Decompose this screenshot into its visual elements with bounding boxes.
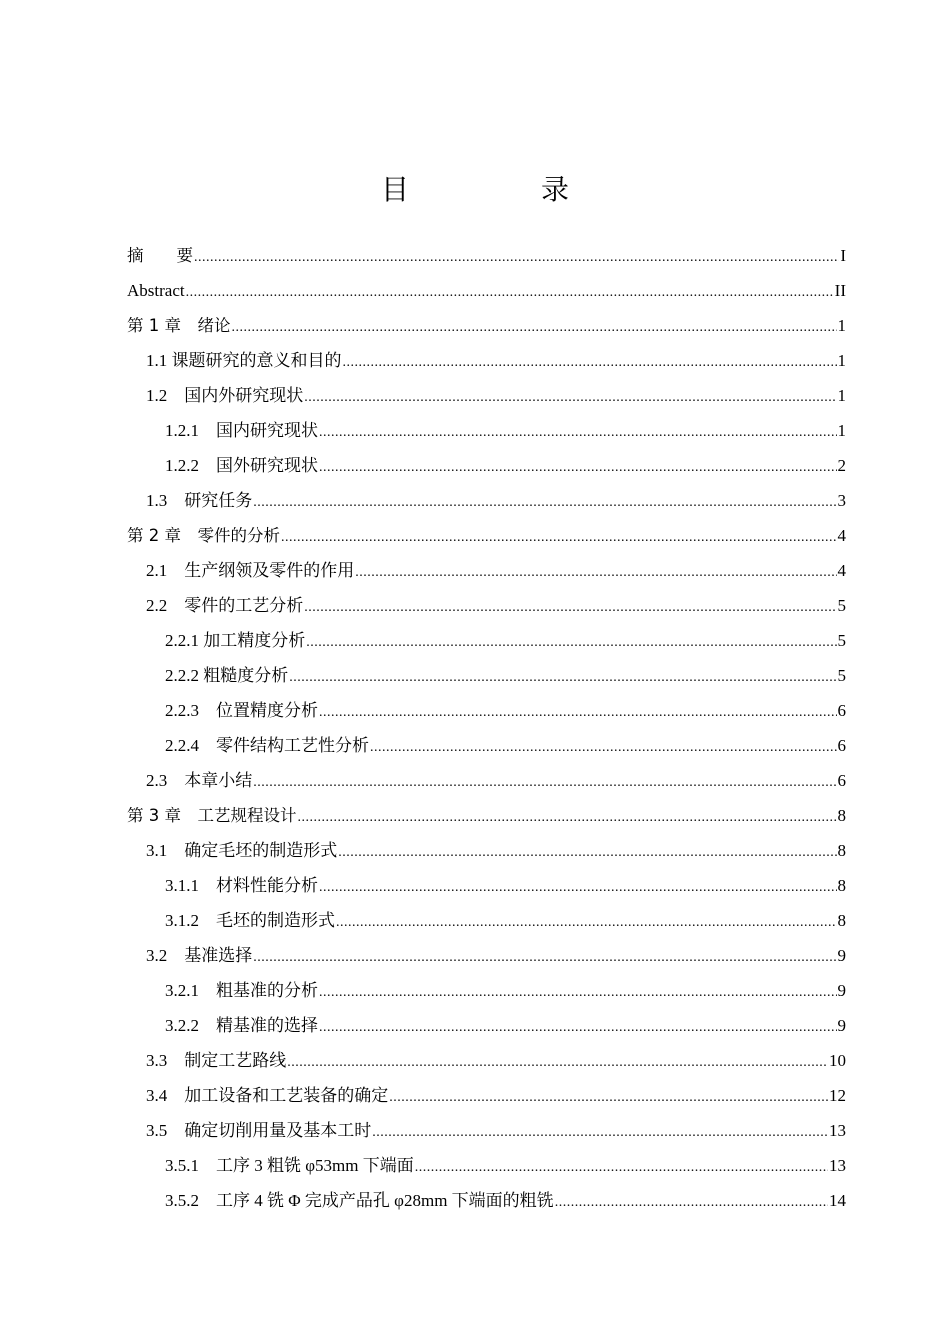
toc-dot-leader [319, 415, 837, 450]
toc-entry[interactable] [127, 763, 846, 798]
toc-entry-page: 12 [829, 1086, 846, 1105]
toc-dot-leader [281, 520, 837, 555]
toc-entry-title: 3.5.1 工序 3 粗铣 φ53mm 下端面 [165, 1156, 414, 1175]
toc-entry-page: 1 [837, 316, 846, 335]
toc-entry[interactable] [127, 308, 846, 343]
toc-entry[interactable] [127, 238, 846, 273]
toc-entry[interactable] [127, 693, 846, 728]
toc-entry-page: 10 [829, 1051, 846, 1070]
toc-dot-leader [389, 1080, 828, 1115]
toc-entry[interactable] [127, 903, 846, 938]
toc-dot-leader [336, 905, 837, 940]
toc-entry-title: 2.2.2 粗糙度分析 [165, 666, 289, 685]
toc-dot-leader [298, 800, 837, 835]
toc-entry[interactable] [127, 1043, 846, 1078]
toc-entry-page: 9 [837, 981, 846, 1000]
toc-entry-page: 13 [829, 1121, 846, 1140]
toc-entry-title: 第 1 章 绪论 [127, 316, 231, 335]
toc-dot-leader [343, 345, 837, 380]
toc-entry-title: 2.2.3 位置精度分析 [165, 701, 318, 720]
toc-entry[interactable] [127, 553, 846, 588]
toc-entry-page: 6 [837, 701, 846, 720]
toc-entry[interactable] [127, 588, 846, 623]
toc-entry[interactable] [127, 728, 846, 763]
toc-entry-page: 4 [837, 526, 846, 545]
toc-entry-title: 2.3 本章小结 [146, 771, 253, 790]
toc-entry[interactable] [127, 1148, 846, 1183]
toc-entry-page: II [834, 281, 846, 300]
toc-entry-title: 摘 要 [127, 246, 193, 265]
toc-dot-leader [319, 870, 837, 905]
toc-dot-leader [304, 590, 836, 625]
toc-entry-title: 2.2 零件的工艺分析 [146, 596, 304, 615]
toc-dot-leader [338, 835, 836, 870]
toc-entry-title: 3.1 确定毛坯的制造形式 [146, 841, 338, 860]
toc-entry-page: 8 [837, 911, 846, 930]
toc-entry-page: 2 [837, 456, 846, 475]
toc-entry[interactable] [127, 343, 846, 378]
toc-entry-title: 2.2.1 加工精度分析 [165, 631, 306, 650]
toc-entry-page: 8 [837, 841, 846, 860]
toc-entry[interactable] [127, 938, 846, 973]
toc-entry[interactable] [127, 658, 846, 693]
toc-entry-page: 6 [837, 771, 846, 790]
toc-entry[interactable] [127, 1008, 846, 1043]
toc-dot-leader [355, 555, 836, 590]
toc-entry-title: 3.2 基准选择 [146, 946, 253, 965]
toc-entry-title: 1.2.1 国内研究现状 [165, 421, 318, 440]
toc-entry-page: 6 [837, 736, 846, 755]
toc-entry-page: I [840, 246, 846, 265]
toc-entry[interactable] [127, 833, 846, 868]
toc-entry-title: 第 2 章 零件的分析 [127, 526, 280, 545]
toc-entry[interactable] [127, 1113, 846, 1148]
toc-entry-page: 5 [837, 596, 846, 615]
toc-entry-page: 8 [837, 806, 846, 825]
toc-entry-page: 4 [837, 561, 846, 580]
toc-entry-title: 3.4 加工设备和工艺装备的确定 [146, 1086, 389, 1105]
toc-entry-title: 3.2.2 精基准的选择 [165, 1016, 318, 1035]
toc-dot-leader [319, 695, 837, 730]
toc-entry-title: Abstract [127, 281, 185, 300]
toc-entry-title: 3.1.2 毛坯的制造形式 [165, 911, 335, 930]
toc-entry-title: 3.3 制定工艺路线 [146, 1051, 287, 1070]
toc-entry[interactable] [127, 273, 846, 308]
toc-entry[interactable] [127, 623, 846, 658]
toc-dot-leader [253, 485, 836, 520]
toc-dot-leader [415, 1150, 828, 1185]
toc-entry[interactable] [127, 973, 846, 1008]
toc-dot-leader [372, 1115, 828, 1150]
toc-dot-leader [186, 275, 834, 310]
toc-dot-leader [319, 1010, 837, 1045]
toc-dot-leader [232, 310, 837, 345]
toc-entry-page: 5 [837, 631, 846, 650]
toc-title: 目 录 [380, 173, 621, 206]
toc-entry[interactable] [127, 868, 846, 903]
toc-entry-page: 13 [829, 1156, 846, 1175]
toc-dot-leader [253, 765, 836, 800]
toc-entry-title: 3.5 确定切削用量及基本工时 [146, 1121, 372, 1140]
toc-entry[interactable] [127, 378, 846, 413]
toc-entry-title: 3.2.1 粗基准的分析 [165, 981, 318, 1000]
toc-entry-title: 3.5.2 工序 4 铣 Φ 完成产品孔 φ28mm 下端面的粗铣 [165, 1191, 554, 1210]
toc-entry-title: 2.1 生产纲领及零件的作用 [146, 561, 355, 580]
toc-entry[interactable] [127, 798, 846, 833]
table-of-contents [127, 238, 846, 1218]
toc-entry[interactable] [127, 448, 846, 483]
toc-entry-page: 1 [837, 421, 846, 440]
toc-entry[interactable] [127, 1078, 846, 1113]
toc-dot-leader [304, 380, 836, 415]
toc-entry-title: 2.2.4 零件结构工艺性分析 [165, 736, 369, 755]
toc-entry-title: 1.1 课题研究的意义和目的 [146, 351, 342, 370]
toc-dot-leader [306, 625, 836, 660]
toc-entry-title: 1.3 研究任务 [146, 491, 253, 510]
toc-entry-title: 3.1.1 材料性能分析 [165, 876, 318, 895]
toc-dot-leader [287, 1045, 828, 1080]
toc-entry-page: 3 [837, 491, 846, 510]
toc-entry-page: 1 [837, 386, 846, 405]
toc-entry-title: 1.2 国内外研究现状 [146, 386, 304, 405]
toc-entry-page: 9 [837, 1016, 846, 1035]
toc-entry-page: 14 [829, 1191, 846, 1210]
toc-entry-page: 8 [837, 876, 846, 895]
toc-entry[interactable] [127, 518, 846, 553]
toc-dot-leader [289, 660, 836, 695]
toc-entry-page: 5 [837, 666, 846, 685]
toc-entry-title: 1.2.2 国外研究现状 [165, 456, 318, 475]
toc-entry-title: 第 3 章 工艺规程设计 [127, 806, 297, 825]
toc-entry[interactable] [127, 483, 846, 518]
toc-entry[interactable] [127, 1183, 846, 1218]
toc-entry-page: 1 [837, 351, 846, 370]
toc-entry[interactable] [127, 413, 846, 448]
toc-dot-leader [370, 730, 837, 765]
toc-entry-page: 9 [837, 946, 846, 965]
toc-dot-leader [194, 240, 839, 275]
toc-dot-leader [319, 450, 837, 485]
toc-dot-leader [555, 1185, 828, 1220]
toc-dot-leader [253, 940, 836, 975]
toc-dot-leader [319, 975, 837, 1010]
